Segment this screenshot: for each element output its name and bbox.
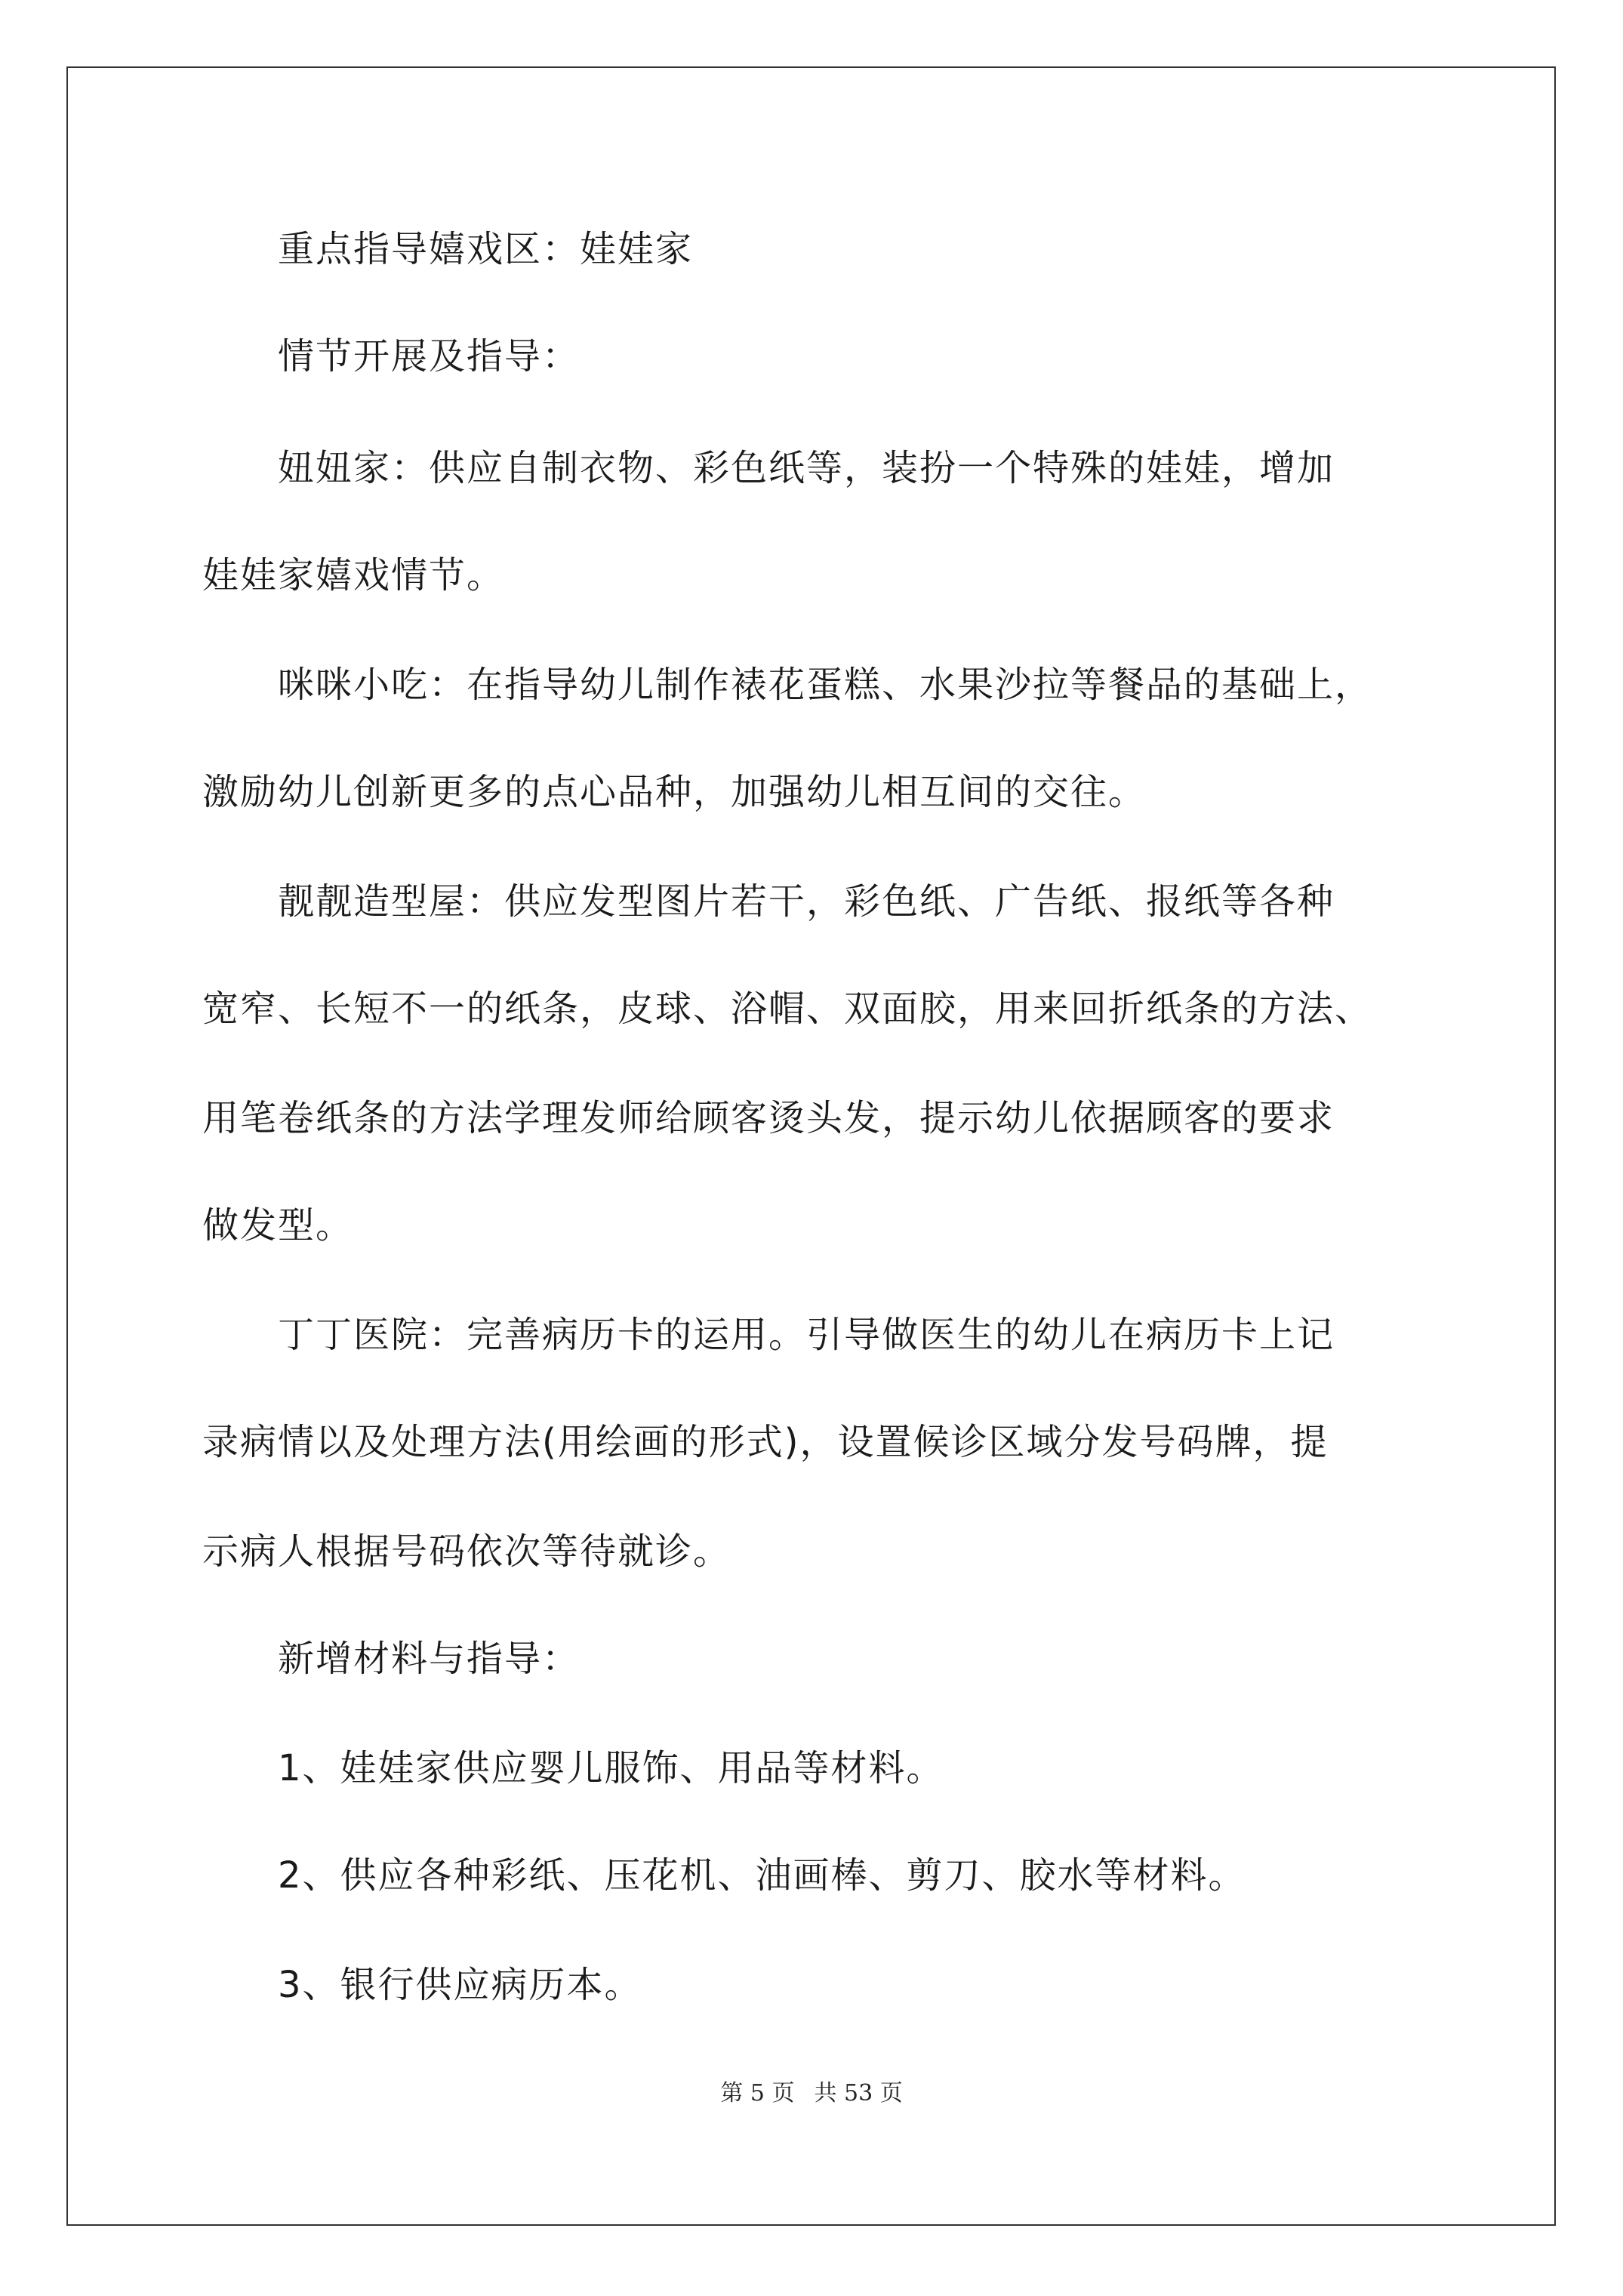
text-line-9: 用笔卷纸条的方法学理发师给顾客烫头发，提示幼儿依据顾客的要求	[202, 1097, 1335, 1139]
page-number: 第 5 页	[720, 2080, 795, 2106]
page-footer	[0, 2080, 1623, 2107]
text-line-13: 示病人根据号码依次等待就诊。	[202, 1530, 731, 1573]
text-line-16: 2、供应各种彩纸、压花机、油画棒、剪刀、胶水等材料。	[278, 1854, 1246, 1897]
text-line-5: 咪咪小吃：在指导幼儿制作裱花蛋糕、水果沙拉等餐品的基础上，	[278, 664, 1373, 706]
text-line-7: 靓靓造型屋：供应发型图片若干，彩色纸、广告纸、报纸等各种	[278, 880, 1335, 923]
text-line-12: 录病情以及处理方法(用绘画的形式)，设置候诊区域分发号码牌，提	[202, 1421, 1329, 1463]
text-line-4: 娃娃家嬉戏情节。	[202, 554, 505, 596]
text-line-8: 宽窄、长短不一的纸条，皮球、浴帽、双面胶，用来回折纸条的方法、	[202, 988, 1373, 1030]
text-line-2: 情节开展及指导：	[278, 335, 581, 378]
text-line-6: 激励幼儿创新更多的点心品种，加强幼儿相互间的交往。	[202, 771, 1147, 813]
text-line-17: 3、银行供应病历本。	[278, 1964, 642, 2006]
text-line-11: 丁丁医院：完善病历卡的运用。引导做医生的幼儿在病历卡上记	[278, 1314, 1335, 1356]
text-line-1: 重点指导嬉戏区：娃娃家	[278, 228, 694, 270]
text-line-15: 1、娃娃家供应婴儿服饰、用品等材料。	[278, 1747, 944, 1789]
page-frame	[66, 66, 1556, 2226]
page-total: 共 53 页	[814, 2080, 903, 2106]
text-line-14: 新增材料与指导：	[278, 1638, 581, 1680]
text-line-10: 做发型。	[202, 1204, 354, 1247]
text-line-3: 妞妞家：供应自制衣物、彩色纸等，装扮一个特殊的娃娃，增加	[278, 447, 1335, 489]
